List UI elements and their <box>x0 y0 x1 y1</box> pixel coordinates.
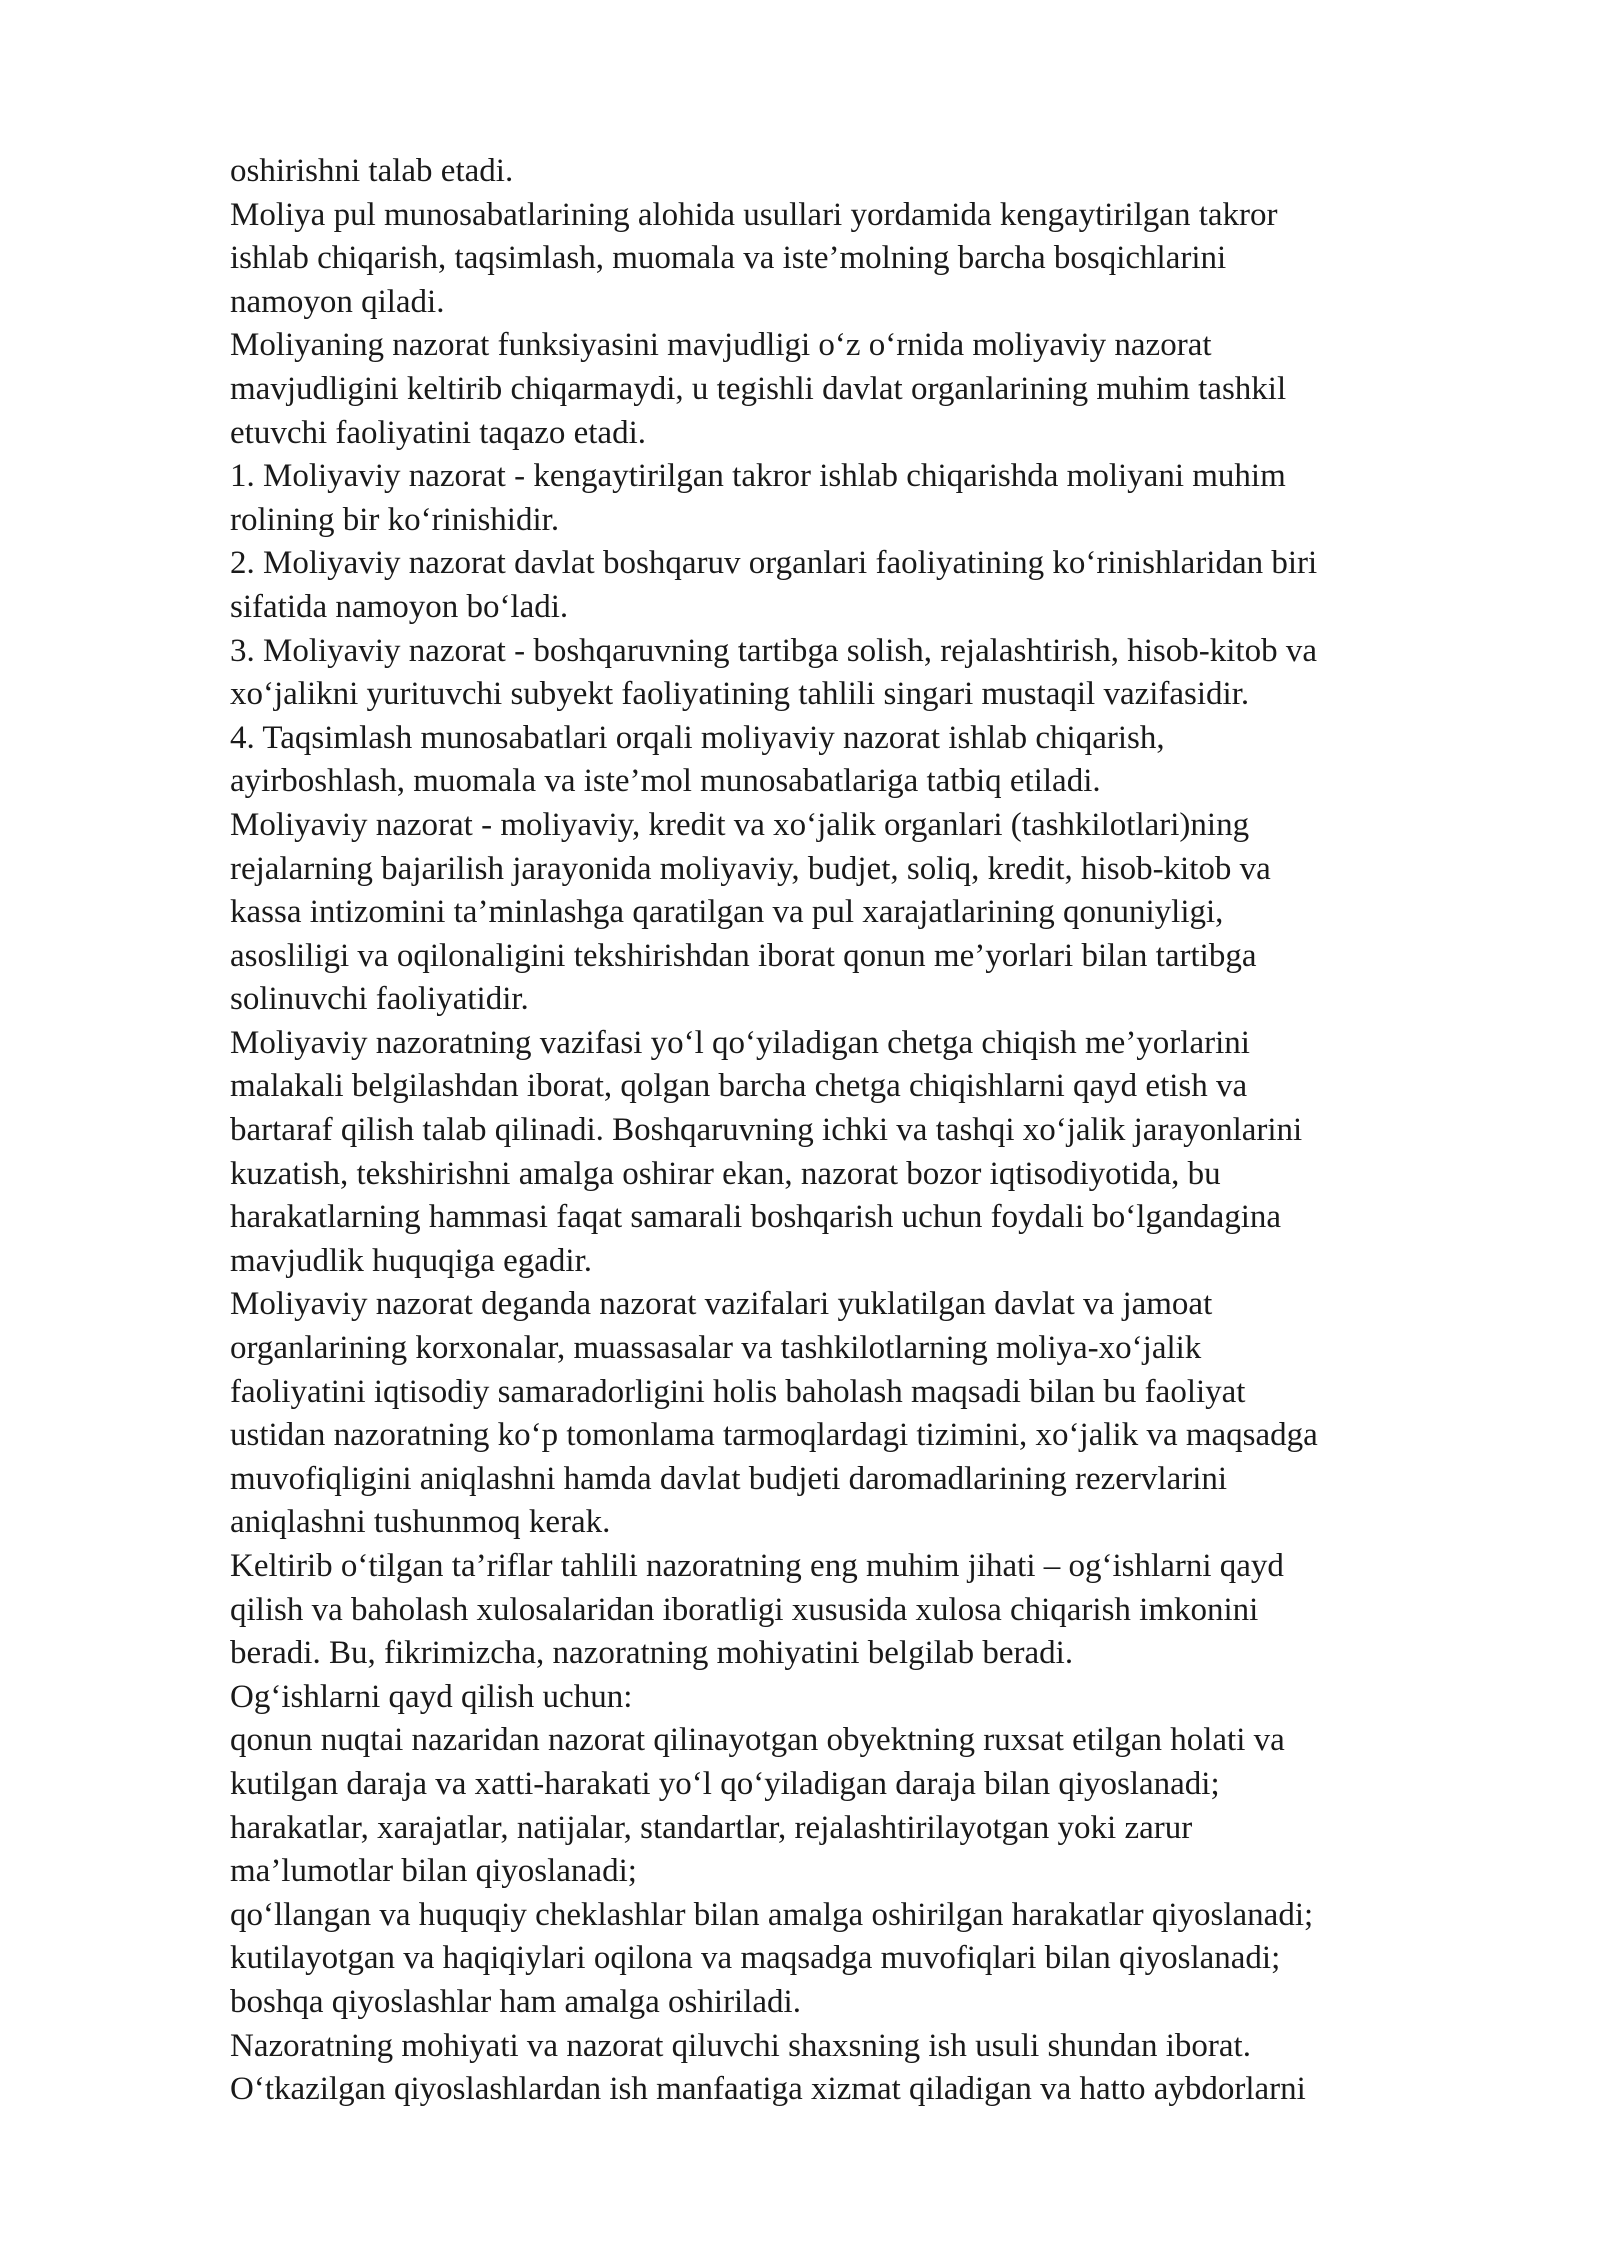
text-line: 4. Taqsimlash munosabatlari orqali moliyaviy nazorat ishlab chiqarish, <box>230 719 1165 756</box>
text-line: 3. Moliyaviy nazorat - boshqaruvning tartibga solish, rejalashtirish, hisob-kitob va <box>230 632 1317 669</box>
text-line: O‘tkazilgan qiyoslashlardan ish manfaatiga xizmat qiladigan va hatto aybdorlarni <box>230 2071 1306 2108</box>
text-line: beradi. Bu, fikrimizcha, nazoratning mohiyatini belgilab beradi. <box>230 1635 1074 1672</box>
text-line: aniqlashni tushunmoq kerak. <box>230 1504 611 1541</box>
text-line: ustidan nazoratning ko‘p tomonlama tarmoqlardagi tizimini, xo‘jalik va maqsadga <box>230 1417 1318 1454</box>
text-line: malakali belgilashdan iborat, qolgan barcha chetga chiqishlarni qayd etish va <box>230 1068 1248 1105</box>
text-line: qonun nuqtai nazaridan nazorat qilinayotgan obyektning ruxsat etilgan holati va <box>230 1722 1285 1759</box>
text-line: etuvchi faoliyatini taqazo etadi. <box>230 414 646 451</box>
text-line: solinuvchi faoliyatidir. <box>230 981 529 1018</box>
text-line: namoyon qiladi. <box>230 283 445 320</box>
text-line: organlarining korxonalar, muassasalar va tashkilotlarning moliya-xo‘jalik <box>230 1330 1202 1367</box>
text-line: kassa intizomini ta’minlashga qaratilgan va pul xarajatlarining qonuniyligi, <box>230 894 1224 931</box>
text-line: asosliligi va oqilonaligini tekshirishdan iborat qonun me’yorlari bilan tartibga <box>230 937 1257 974</box>
text-line: Moliyaviy nazoratning vazifasi yo‘l qo‘yiladigan chetga chiqish me’yorlarini <box>230 1024 1250 1061</box>
text-line: rolining bir ko‘rinishidir. <box>230 501 560 538</box>
text-line: mavjudligini keltirib chiqarmaydi, u tegishli davlat organlarining muhim tashkil <box>230 370 1287 407</box>
text-line: Nazoratning mohiyati va nazorat qiluvchi shaxsning ish usuli shundan iborat. <box>230 2027 1251 2064</box>
text-line: ma’lumotlar bilan qiyoslanadi; <box>230 1853 637 1890</box>
text-line: ishlab chiqarish, taqsimlash, muomala va iste’molning barcha bosqichlarini <box>230 240 1227 277</box>
text-line: kutilgan daraja va xatti-harakati yo‘l qo‘yiladigan daraja bilan qiyoslanadi; <box>230 1765 1220 1802</box>
text-line: rejalarning bajarilish jarayonida moliyaviy, budjet, soliq, kredit, hisob-kitob va <box>230 850 1271 887</box>
text-line: sifatida namoyon bo‘ladi. <box>230 588 569 625</box>
text-line: harakatlar, xarajatlar, natijalar, standartlar, rejalashtirilayotgan yoki zarur <box>230 1809 1193 1846</box>
text-line: Keltirib o‘tilgan ta’riflar tahlili nazoratning eng muhim jihati – og‘ishlarni qayd <box>230 1548 1284 1584</box>
text-line: boshqa qiyoslashlar ham amalga oshiriladi. <box>230 1983 801 2020</box>
document-body-text <box>230 150 1550 2112</box>
text-line: faoliyatini iqtisodiy samaradorligini holis baholash maqsadi bilan bu faoliyat <box>230 1373 1246 1410</box>
text-line: kuzatish, tekshirishni amalga oshirar ekan, nazorat bozor iqtisodiyotida, bu <box>230 1155 1221 1192</box>
text-line: oshirishni talab etadi. <box>230 153 514 189</box>
text-line: Moliya pul munosabatlarining alohida usullari yordamida kengaytirilgan takror <box>230 196 1278 233</box>
text-line: 1. Moliyaviy nazorat - kengaytirilgan takror ishlab chiqarishda moliyani muhim <box>230 458 1286 495</box>
text-line: Moliyaviy nazorat - moliyaviy, kredit va xo‘jalik organlari (tashkilotlari)ning <box>230 806 1250 843</box>
text-line: Moliyaviy nazorat deganda nazorat vazifalari yuklatilgan davlat va jamoat <box>230 1286 1213 1323</box>
text-line: qo‘llangan va huquqiy cheklashlar bilan amalga oshirilgan harakatlar qiyoslanadi; <box>230 1896 1314 1933</box>
text-line: 2. Moliyaviy nazorat davlat boshqaruv organlari faoliyatining ko‘rinishlaridan biri <box>230 545 1318 582</box>
text-line: ayirboshlash, muomala va iste’mol munosabatlariga tatbiq etiladi. <box>230 763 1101 800</box>
text-line: xo‘jalikni yurituvchi subyekt faoliyatining tahlili singari mustaqil vazifasidir. <box>230 676 1250 713</box>
text-line: Og‘ishlarni qayd qilish uchun: <box>230 1678 633 1715</box>
text-line: mavjudlik huquqiga egadir. <box>230 1242 593 1279</box>
text-line: Moliyaning nazorat funksiyasini mavjudligi o‘z o‘rnida moliyaviy nazorat <box>230 327 1212 364</box>
text-line: muvofiqligini aniqlashni hamda davlat budjeti daromadlarining rezervlarini <box>230 1460 1228 1497</box>
text-line: harakatlarning hammasi faqat samarali boshqarish uchun foydali bo‘lgandagina <box>230 1199 1282 1236</box>
text-line: qilish va baholash xulosalaridan iboratligi xususida xulosa chiqarish imkonini <box>230 1591 1259 1628</box>
text-line: kutilayotgan va haqiqiylari oqilona va maqsadga muvofiqlari bilan qiyoslanadi; <box>230 1940 1281 1977</box>
text-line: bartaraf qilish talab qilinadi. Boshqaruvning ichki va tashqi xo‘jalik jarayonlarini <box>230 1112 1303 1149</box>
